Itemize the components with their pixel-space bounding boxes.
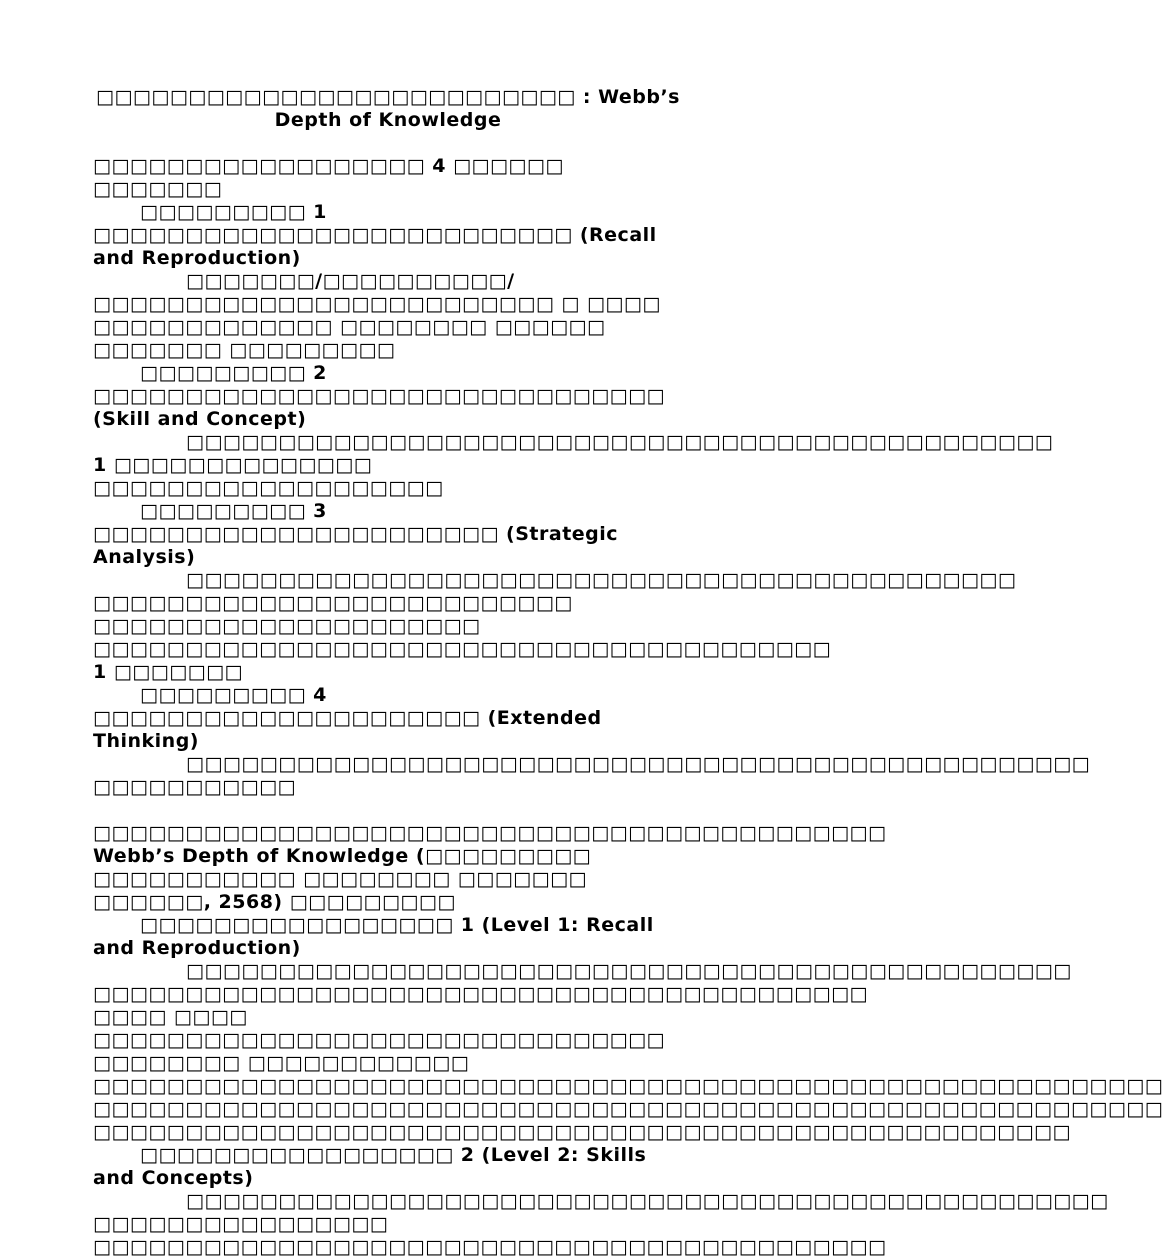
section1-level4-heading: □□□□□□□□□ 4 □□□□□□□□□□□□□□□□□□□□□ (Extended Thinking): [93, 684, 602, 752]
section1-level4-body: □□□□□□□□□□□□□□□□□□□□□□□□□□□□□□□□□□□□□□□□□□□□□□□□□ □□□□□□□□□□□: [93, 753, 1091, 798]
section2-level2-body: □□□□□□□□□□□□□□□□□□□□□□□□□□□□□□□□□□□□□□□□□□□□□□□□□□ □□□□□□□□□□□□□□□□ □□□□□□□□□□□□□□□□□□□□□□□□□□□□□□□□□□□□□□□□□□□: [93, 1190, 1109, 1258]
blank-line: [93, 132, 683, 155]
section1-level2-heading: □□□□□□□□□ 2 □□□□□□□□□□□□□□□□□□□□□□□□□□□□□□□ (Skill and Concept): [93, 362, 666, 430]
section1-level3-heading: □□□□□□□□□ 3 □□□□□□□□□□□□□□□□□□□□□□ (Strategic Analysis): [93, 500, 619, 568]
document-body: [93, 86, 1163, 1259]
section2-level1-body: □□□□□□□□□□□□□□□□□□□□□□□□□□□□□□□□□□□□□□□□□□□□□□□□ □□□□□□□□□□□□□□□□□□□□□□□□□□□□□□□□□□□□□□□□□□ □□□□ □□□□ □□□□□□□□□□□□□□□□□□□□□□□□□□□□□□□ □□□□□□□□ □□□□□□□□□□□□ □□□□□□□□□□□□□□□□□□□□□□□□□□□□□□□□□□□□□□□□□□□□□□□□□□□□□□□□□□ □□□□□□□□□□□□□□□□□□□□□□□□□□□□□□□□□□□□□□□□□□□□□□□□□□□□□□□□□□ □□□□□□□□□□□□□□□□□□□□□□□□□□□□□□□□□□□□□□□□□□□□□□□□□□□□□: [93, 960, 1163, 1143]
section2-intro: □□□□□□□□□□□□□□□□□□□□□□□□□□□□□□□□□□□□□□□□□□□ Webb’s Depth of Knowledge (□□□□□□□□□ □□□□□□□□□□□ □□□□□□□□ □□□□□□□ □□□□□□, 2568) □□□□□□□□□: [93, 822, 887, 913]
section1-intro: □□□□□□□□□□□□□□□□□□ 4 □□□□□□ □□□□□□□: [93, 155, 564, 200]
section1-level3-body: □□□□□□□□□□□□□□□□□□□□□□□□□□□□□□□□□□□□□□□□□□□□□ □□□□□□□□□□□□□□□□□□□□□□□□□□ □□□□□□□□□□□□□□□□□□□□□ □□□□□□□□□□□□□□□□□□□□□□□□□□□□□□□□□□□□□□□□ 1 □□□□□□□: [93, 569, 1017, 683]
section2-level2-heading: □□□□□□□□□□□□□□□□□ 2 (Level 2: Skills and Concepts): [93, 1144, 647, 1189]
section2-level1-heading: □□□□□□□□□□□□□□□□□ 1 (Level 1: Recall and Reproduction): [93, 914, 654, 959]
document-title: □□□□□□□□□□□□□□□□□□□□□□□□□□ : Webb’s Depth of Knowledge: [96, 86, 680, 131]
section1-level1-body: □□□□□□□/□□□□□□□□□□/□□□□□□□□□□□□□□□□□□□□□□□□□ □ □□□□ □□□□□□□□□□□□□ □□□□□□□□ □□□□□□ □□□□□□□ □□□□□□□□□: [93, 270, 661, 361]
section1-level2-body: □□□□□□□□□□□□□□□□□□□□□□□□□□□□□□□□□□□□□□□□□□□□□□□ 1 □□□□□□□□□□□□□□ □□□□□□□□□□□□□□□□□□□: [93, 431, 1054, 499]
blank-line: [93, 799, 683, 822]
section1-level1-heading: □□□□□□□□□ 1 □□□□□□□□□□□□□□□□□□□□□□□□□□ (Recall and Reproduction): [93, 201, 657, 269]
